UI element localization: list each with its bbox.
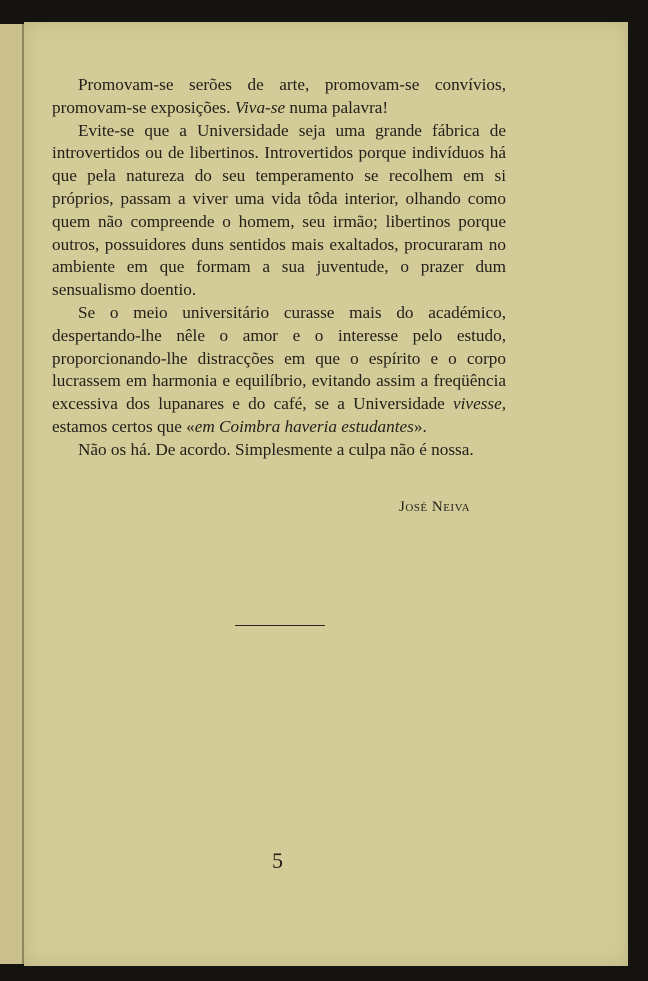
adjacent-page-edge [0, 24, 24, 964]
paragraph [52, 74, 506, 120]
italic-run: Viva-se [234, 97, 286, 117]
italic-run: em Coimbra haveria estudantes [194, 416, 414, 436]
paragraph [52, 439, 506, 462]
body-text [52, 74, 506, 462]
section-divider [235, 625, 325, 626]
italic-run: vivesse [453, 394, 502, 414]
paragraph [52, 302, 506, 439]
page-number: 5 [272, 848, 283, 873]
text-run: Não os há. De acordo. Simplesmente a culpa não é nossa. [78, 439, 474, 459]
text-run: Evite-se que a Universidade seja uma grande fábrica de introvertidos ou de libertinos. Introvertidos porque indivíduos há que pela natureza do seu temperamento se recolhem em si próprios, passam a viver uma vida tôda interior, olhando como quem não compreende o homem, seu irmão; libertinos porque outros, possuidores duns sentidos mais exaltados, procuraram no ambiente em que formam a sua juventude, o prazer dum sensualismo doentio. [52, 120, 506, 300]
author-signature: José Neiva [399, 499, 471, 515]
paragraph [52, 120, 506, 302]
text-run: Promovam-se serões de arte, promovam-se convívios, promovam-se exposições. [52, 75, 506, 117]
text-run: , estamos certos que « [52, 394, 506, 436]
text-run: ». [413, 416, 427, 436]
document-page [24, 22, 628, 966]
text-run: numa palavra! [285, 97, 389, 117]
text-run: Se o meio universitário curasse mais do académico, despertando-lhe nêle o amor e o interesse pelo estudo, proporcionando-lhe distracções em que o espírito e o corpo lucrassem em harmonia e equilíbrio, evitando assim a freqüência excessiva dos lupanares e do café, se a Universidade [52, 302, 506, 414]
